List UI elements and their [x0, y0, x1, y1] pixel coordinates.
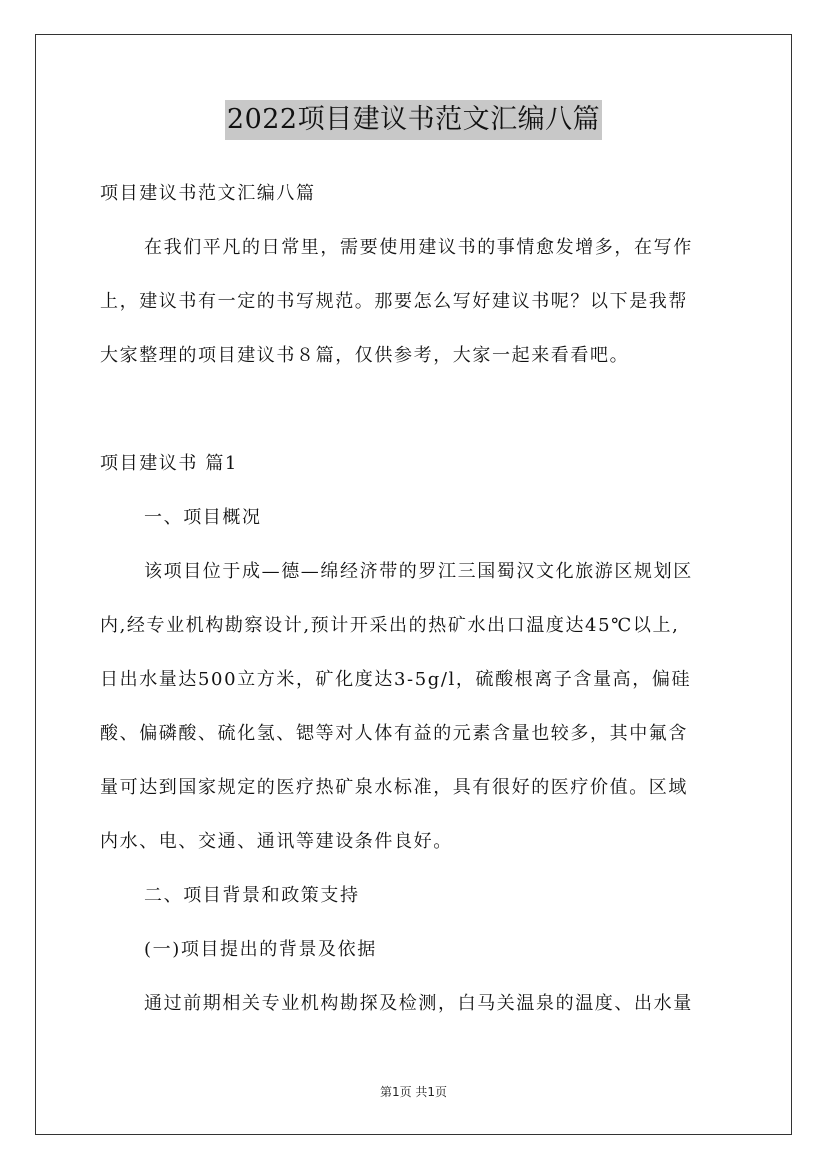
background-line: 通过前期相关专业机构勘探及检测，白马关温泉的温度、出水量 — [144, 993, 693, 1014]
overview-heading: 一、项目概况 — [144, 507, 262, 528]
document-title: 2022项目建议书范文汇编八篇 — [225, 100, 602, 140]
intro-line-3: 大家整理的项目建议书８篇，仅供参考，大家一起来看看吧。 — [100, 345, 630, 366]
intro-line-1: 在我们平凡的日常里，需要使用建议书的事情愈发增多，在写作 — [144, 237, 693, 258]
page-footer: 第1页 共1页 — [379, 1085, 448, 1099]
overview-line-2: 内,经专业机构勘察设计,预计开采出的热矿水出口温度达45℃以上, — [100, 615, 680, 636]
title-container — [0, 100, 827, 140]
overview-line-1: 该项目位于成—德—绵经济带的罗江三国蜀汉文化旅游区规划区 — [144, 561, 693, 582]
background-subheading: (一)项目提出的背景及依据 — [144, 939, 377, 960]
section-heading: 项目建议书 篇1 — [100, 453, 238, 474]
document-subtitle: 项目建议书范文汇编八篇 — [100, 183, 316, 204]
overview-line-4: 酸、偏磷酸、硫化氢、锶等对人体有益的元素含量也较多，其中氟含 — [100, 723, 688, 744]
overview-line-6: 内水、电、交通、通讯等建设条件良好。 — [100, 831, 453, 852]
intro-line-2: 上，建议书有一定的书写规范。那要怎么写好建议书呢？以下是我帮 — [100, 291, 688, 312]
background-heading: 二、项目背景和政策支持 — [144, 885, 360, 906]
overview-line-5: 量可达到国家规定的医疗热矿泉水标准，具有很好的医疗价值。区域 — [100, 777, 688, 798]
overview-line-3: 日出水量达500立方米，矿化度达3-5g/l，硫酸根离子含量高，偏硅 — [100, 669, 692, 690]
